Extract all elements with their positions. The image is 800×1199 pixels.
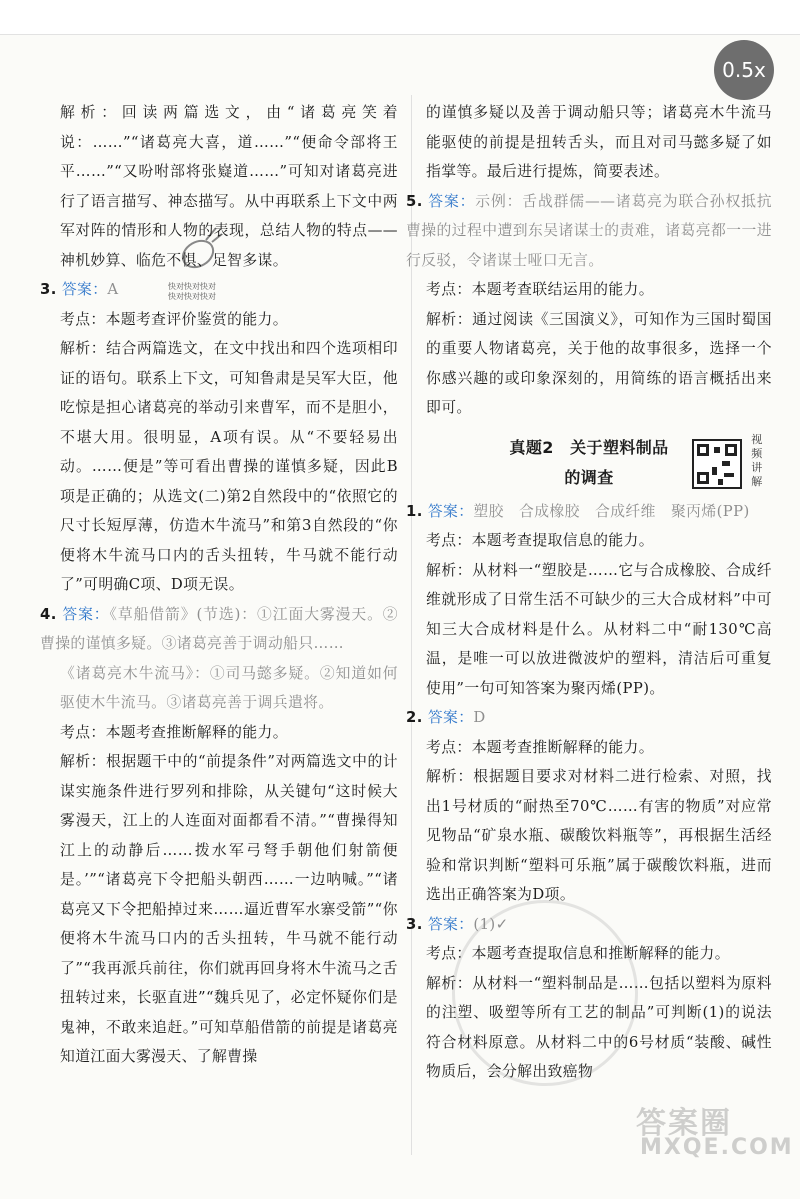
watermark-text: 快对快对快对 快对快对快对 (168, 282, 216, 301)
s2-q1-answer: 1. 答案：塑胶 合成橡胶 合成纤维 聚丙烯(PP) (406, 502, 750, 520)
q5-answer: 5. 答案：示例：舌战群儒——诸葛亮为联合孙权抵抗曹操的过程中遭到东吴诸谋士的责难，诸葛亮都一一进行反驳，令诸谋士哑口无言。 (406, 192, 772, 269)
section-title-line2: 的调查 (564, 467, 614, 487)
q5-point: 考点：本题考查联结运用的能力。 (426, 281, 654, 298)
s2-q2-point: 考点：本题考查推断解释的能力。 (426, 738, 654, 756)
q4-analysis: 解析：根据题干中的“前提条件”对两篇选文中的计谋实施条件进行罗列和排除，从关键句“这时候大雾漫天，江上的人连面对面都看不清。”“曹操得知江上的动静后……拨水军弓弩手朝他们射箭便是。’”“诸葛亮下令把船头朝西……一边呐喊。”“诸葛亮又下令把船掉过来……逼近曹军水寨受箭”“你便将木牛流马口内的舌头扭转，牛马就不能行动了”“我再派兵前往，你们就再回身将木牛流马之舌扭转过来，长驱直进”“魏兵见了，必定怀疑你们是鬼神，不敢来追赶。”可知草船借箭的前提是诸葛亮知道江面大雾漫天、了解曹操 (60, 753, 398, 1065)
q4-point: 考点：本题考查推断解释的能力。 (60, 723, 288, 741)
s2-q1-point: 考点：本题考查提取信息的能力。 (426, 532, 654, 549)
q3-answer: 3. 答案：A (40, 281, 119, 298)
qr-code-icon[interactable] (692, 439, 742, 489)
q4-answer-b: 《诸葛亮木牛流马》：①司马懿多疑。②知道如何驱使木牛流马。③诸葛亮善于调兵遣将。 (60, 664, 398, 711)
s2-q3-analysis: 解析：从材料一“塑料制品是……包括以塑料为原料的注塑、吸塑等所有工艺的制品”可判断(1)的说法符合材料原意。从材料二中的6号材质“装酸、碱性物质后，会分解出致癌物 (426, 974, 772, 1080)
zoom-level-button[interactable]: 0.5x (714, 40, 774, 100)
s2-q1-analysis: 解析：从材料一“塑胶是……它与合成橡胶、合成纤维就形成了日常生活不可缺少的三大合成材料”中可知三大合成材料是什么。从材料二中“耐130℃高温，是唯一可以放进微波炉的塑料，清洁后可重复使用”一句可知答案为聚丙烯(PP)。 (426, 561, 772, 697)
corner-logo-url: MXQE.COM (640, 1135, 794, 1160)
corner-logo: 答案圈 (636, 1106, 732, 1141)
left-column (40, 98, 398, 1072)
viewer-top-bar (0, 0, 800, 35)
s2-q2-answer: 2. 答案：D (406, 709, 486, 726)
q4-analysis-continued: 的谨慎多疑以及善于调动船只等；诸葛亮木牛流马能驱使的前提是扭转舌头，而且对司马懿多疑了如指掌等。最后进行提炼，简要表述。 (426, 104, 772, 180)
s2-q3-point: 考点：本题考查提取信息和推断解释的能力。 (426, 945, 730, 962)
q3-analysis: 解析：结合两篇选文，在文中找出和四个选项相印证的语句。联系上下文，可知鲁肃是吴军大臣，他吃惊是担心诸葛亮的举动引来曹军，而不是胆小，不堪大用。很明显，A项有误。从“不要轻易出动。……便是”等可看出曹操的谨慎多疑，因此B项是正确的；从选文(二)第2自然段中的“依照它的尺寸长短厚薄，仿造木牛流马”和第3自然段的“你便将木牛流马口内的舌头扭转，牛马就不能行动了”可明确C项、D项无误。 (60, 340, 398, 593)
q2-analysis: 解析：回读两篇选文，由“诸葛亮笑着说：……”“诸葛亮大喜，道……”“便命令部将王平……”“又吩咐部将张嶷道……”可知对诸葛亮进行了语言描写、神态描写。从中再联系上下文中两军对阵的情形和人物的表现，总结人物的特点——神机妙算、临危不惧、足智多谋。 (60, 104, 398, 269)
section-title-line1: 真题2 关于塑料制品 (509, 437, 669, 457)
s2-q3-answer: 3. 答案：(1)✓ (406, 915, 509, 933)
q4-answer: 4. 答案：《草船借箭》(节选)：①江面大雾漫天。②曹操的谨慎多疑。③诸葛亮善于调动船只…… (40, 605, 398, 652)
qr-label: 视频讲解 (751, 432, 763, 488)
s2-q2-analysis: 解析：根据题目要求对材料二进行检索、对照，找出1号材质的“耐热至70℃……有害的物质”对应常见物品“矿泉水瓶、碳酸饮料瓶等”，再根据生活经验和常识判断“塑料可乐瓶”属于碳酸饮料瓶，进而选出正确答案为D项。 (426, 768, 772, 903)
q3-point: 考点：本题考查评价鉴赏的能力。 (60, 310, 288, 328)
q5-analysis: 解析：通过阅读《三国演义》，可知作为三国时蜀国的重要人物诸葛亮，关于他的故事很多，选择一个你感兴趣的或印象深刻的，用简练的语言概括出来即可。 (426, 310, 772, 416)
section-title (406, 433, 772, 493)
